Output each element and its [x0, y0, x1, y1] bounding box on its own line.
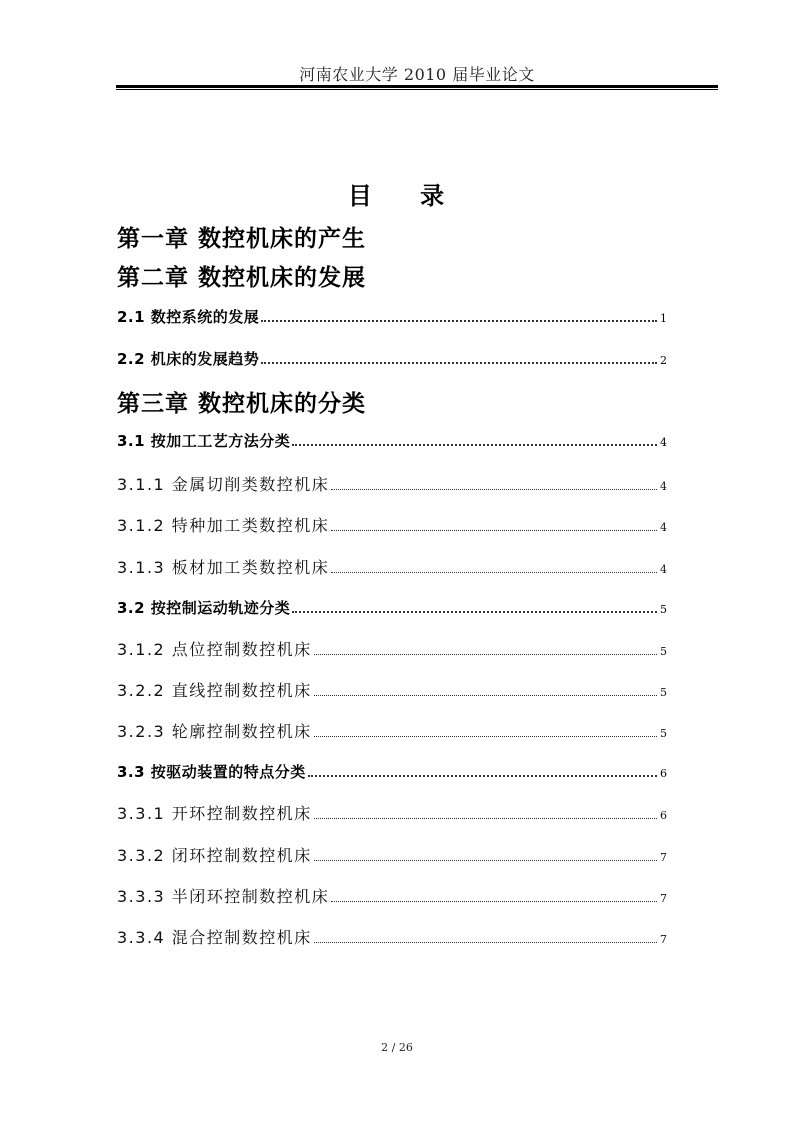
toc-entry-3-3-1[interactable] — [117, 801, 667, 824]
toc-entry-label: 3.2.2 直线控制数控机床 — [117, 681, 312, 700]
leader-dots — [308, 775, 657, 777]
toc-entry-page: 1 — [660, 312, 667, 325]
toc-entry-page: 7 — [660, 933, 667, 946]
toc-entry-page: 4 — [660, 480, 667, 493]
leader-dots — [331, 572, 657, 573]
toc-entry-page: 5 — [660, 727, 667, 740]
toc-entry-page: 5 — [660, 645, 667, 658]
leader-dots — [314, 860, 657, 861]
leader-dots — [314, 818, 657, 819]
leader-dots — [314, 695, 657, 696]
toc-entry-label: 2.2 机床的发展趋势 — [117, 350, 260, 368]
toc-entry-3-3-3[interactable] — [117, 884, 667, 907]
toc-entry-label: 3.1.3 板材加工类数控机床 — [117, 558, 330, 577]
toc-entry-page: 6 — [660, 767, 667, 780]
toc-entry-3-2[interactable] — [117, 597, 667, 618]
leader-dots — [314, 736, 657, 737]
header-rule-thin — [116, 89, 718, 90]
leader-dots — [261, 362, 657, 364]
page-indicator: 2 / 26 — [381, 1041, 413, 1054]
toc-entry-page: 7 — [660, 892, 667, 905]
toc-entry-label: 3.1.2 特种加工类数控机床 — [117, 516, 330, 535]
running-header: 河南农业大学 2010 届毕业论文 — [299, 65, 535, 84]
toc-entry-label: 3.1 按加工工艺方法分类 — [117, 432, 291, 450]
toc-entry-label: 3.3.2 闭环控制数控机床 — [117, 846, 312, 865]
toc-entry-3-1-3[interactable] — [117, 555, 667, 578]
toc-entry-page: 4 — [660, 563, 667, 576]
toc-entry-label: 3.3.1 开环控制数控机床 — [117, 804, 312, 823]
toc-entry-label: 3.2 按控制运动轨迹分类 — [117, 599, 291, 617]
toc-entry-label: 3.3.3 半闭环控制数控机床 — [117, 887, 330, 906]
toc-entry-3-2-3[interactable] — [117, 719, 667, 742]
toc-entry-label: 3.1.1 金属切削类数控机床 — [117, 475, 330, 494]
toc-entry-label: 3.2.3 轮廓控制数控机床 — [117, 722, 312, 741]
toc-chapter-3[interactable]: 第三章 数控机床的分类 — [117, 391, 367, 417]
header-rule-thick — [116, 85, 718, 88]
leader-dots — [314, 942, 657, 943]
leader-dots — [314, 654, 657, 655]
leader-dots — [331, 901, 657, 902]
toc-entry-page: 2 — [660, 354, 667, 367]
toc-entry-3-1[interactable] — [117, 430, 667, 451]
toc-entry-page: 5 — [660, 603, 667, 616]
toc-chapter-2[interactable]: 第二章 数控机床的发展 — [117, 265, 367, 291]
toc-entry-3-2-2[interactable] — [117, 678, 667, 701]
toc-entry-3-1-2[interactable] — [117, 513, 667, 536]
toc-chapter-1[interactable]: 第一章 数控机床的产生 — [117, 226, 367, 252]
toc-entry-label: 3.3.4 混合控制数控机床 — [117, 928, 312, 947]
toc-entry-page: 4 — [660, 521, 667, 534]
toc-entry-page: 4 — [660, 436, 667, 449]
toc-title: 目 录 — [347, 182, 447, 210]
toc-entry-label: 3.3 按驱动装置的特点分类 — [117, 763, 306, 781]
toc-entry-3-3-4[interactable] — [117, 925, 667, 948]
toc-entry-page: 6 — [660, 809, 667, 822]
toc-entry-label: 3.1.2 点位控制数控机床 — [117, 640, 312, 659]
toc-entry-page: 5 — [660, 686, 667, 699]
toc-entry-2-2[interactable] — [117, 348, 667, 369]
toc-entry-3-1-2b[interactable] — [117, 637, 667, 660]
leader-dots — [261, 320, 657, 322]
toc-entry-page: 7 — [660, 851, 667, 864]
toc-entry-3-1-1[interactable] — [117, 472, 667, 495]
leader-dots — [331, 489, 657, 490]
toc-entry-label: 2.1 数控系统的发展 — [117, 308, 260, 326]
leader-dots — [292, 611, 657, 613]
leader-dots — [331, 530, 657, 531]
toc-entry-2-1[interactable] — [117, 306, 667, 327]
toc-entry-3-3-2[interactable] — [117, 843, 667, 866]
leader-dots — [292, 444, 657, 446]
toc-entry-3-3[interactable] — [117, 761, 667, 782]
